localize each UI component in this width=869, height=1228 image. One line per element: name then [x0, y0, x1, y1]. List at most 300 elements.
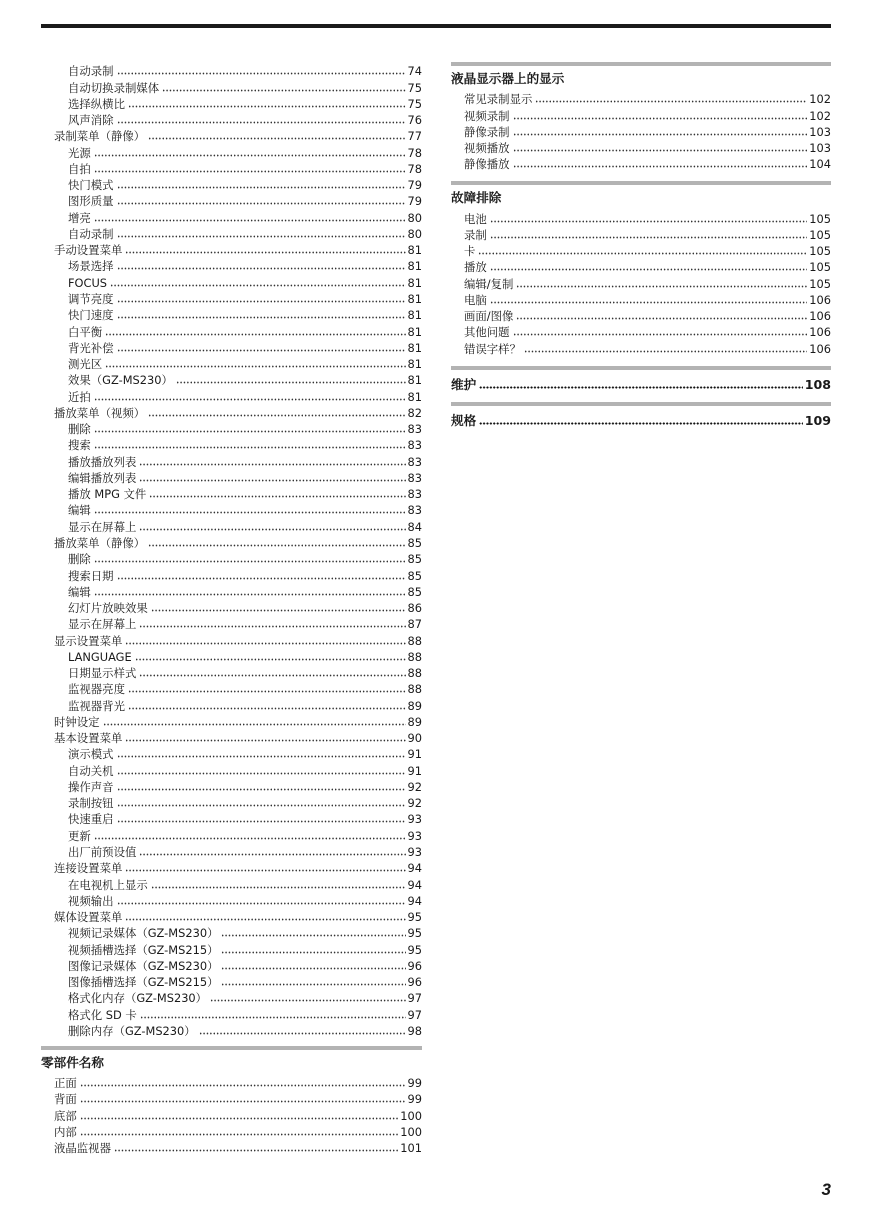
entry-page: 93 — [407, 828, 422, 843]
entry-label: 视频录制 — [464, 108, 510, 123]
toc-entry[interactable] — [451, 258, 831, 274]
toc-entry[interactable] — [41, 95, 422, 111]
entry-label: 删除 — [68, 552, 91, 567]
entry-label: 手动设置菜单 — [54, 243, 123, 258]
toc-entry[interactable] — [41, 1074, 422, 1090]
entry-label: 播放播放列表 — [68, 454, 137, 469]
entry-page: 79 — [407, 178, 422, 193]
dot-leader — [513, 333, 808, 336]
entry-label: 电池 — [464, 211, 487, 226]
dot-leader — [535, 100, 807, 103]
dot-leader — [524, 350, 807, 353]
toc-entry[interactable] — [41, 892, 422, 908]
entry-page: 81 — [407, 389, 422, 404]
toc-entry[interactable] — [41, 973, 422, 989]
entry-page: 108 — [804, 376, 831, 392]
entry-page: 85 — [407, 568, 422, 583]
dot-leader — [117, 820, 406, 823]
parts-section — [41, 1046, 422, 1155]
dot-leader — [140, 1016, 406, 1019]
dot-leader — [148, 137, 405, 140]
dot-leader — [162, 89, 405, 92]
dot-leader — [479, 386, 803, 389]
toc-entry[interactable] — [41, 534, 422, 550]
dot-leader — [176, 381, 406, 384]
toc-entry[interactable] — [41, 859, 422, 875]
toc-entry[interactable] — [41, 940, 422, 956]
dot-leader — [94, 430, 406, 433]
entry-label: 自动关机 — [68, 763, 114, 778]
entry-page: 95 — [407, 926, 422, 941]
entry-label: 显示在屏幕上 — [68, 519, 137, 534]
toc-entry[interactable] — [41, 208, 422, 224]
entry-page: 91 — [407, 763, 422, 778]
entry-page: 85 — [407, 584, 422, 599]
entry-page: 98 — [407, 1023, 422, 1038]
parts-list — [41, 1074, 422, 1155]
entry-page: 83 — [407, 422, 422, 437]
toc-entry[interactable] — [41, 924, 422, 940]
entry-label: 场景选择 — [68, 259, 114, 274]
toc-entry[interactable] — [41, 322, 422, 338]
toc-entry[interactable] — [451, 307, 831, 323]
entry-label: 视频插槽选择（GZ-MS215） — [68, 942, 219, 957]
entry-label: 显示在屏幕上 — [68, 617, 137, 632]
entry-label: 播放菜单（视频） — [54, 405, 146, 420]
entry-page: 95 — [407, 942, 422, 957]
entry-label: 快速重启 — [68, 812, 114, 827]
dot-leader — [490, 268, 807, 271]
entry-label: 编辑 — [68, 584, 91, 599]
dot-leader — [221, 934, 405, 937]
entry-page: 91 — [407, 747, 422, 762]
dot-leader — [125, 918, 405, 921]
entry-label: 播放 MPG 文件 — [68, 487, 147, 502]
entry-label: 播放 — [464, 260, 487, 275]
entry-page: 100 — [400, 1108, 422, 1123]
dot-leader — [94, 219, 406, 222]
toc-entry[interactable] — [41, 371, 422, 387]
toc-entry[interactable] — [451, 274, 831, 290]
entry-page: 88 — [407, 649, 422, 664]
entry-label: 编辑/复制 — [464, 276, 514, 291]
entry-page: 105 — [809, 211, 831, 226]
entry-label: 常见录制显示 — [464, 92, 533, 107]
section-title-parts: 零部件名称 — [41, 1054, 104, 1070]
toc-entry[interactable] — [451, 209, 831, 225]
dot-leader — [117, 316, 406, 319]
entry-page: 109 — [804, 412, 831, 428]
entry-page: 97 — [407, 1007, 422, 1022]
toc-entry[interactable] — [41, 745, 422, 761]
toc-entry[interactable] — [41, 62, 422, 78]
entry-label: 静像录制 — [464, 124, 510, 139]
dot-leader — [125, 642, 405, 645]
dot-leader — [103, 723, 406, 726]
entry-label: 搜索 — [68, 438, 91, 453]
dot-leader — [117, 235, 406, 238]
entry-page: 85 — [407, 535, 422, 550]
entry-page: 102 — [809, 92, 831, 107]
entry-page: 78 — [407, 161, 422, 176]
entry-label: 液晶监视器 — [54, 1141, 111, 1156]
entry-page: 78 — [407, 145, 422, 160]
toc-entry[interactable] — [41, 908, 422, 924]
toc-entry[interactable] — [41, 875, 422, 891]
dot-leader — [139, 853, 405, 856]
entry-page: 85 — [407, 552, 422, 567]
dot-leader — [148, 544, 405, 547]
entry-label: 自拍 — [68, 161, 91, 176]
trouble-section — [451, 181, 831, 355]
toc-entry[interactable] — [41, 615, 422, 631]
dot-leader — [490, 220, 807, 223]
entry-label: 演示模式 — [68, 747, 114, 762]
entry-label: 快门模式 — [68, 178, 114, 193]
top-rule — [41, 24, 831, 28]
toc-entry[interactable] — [41, 550, 422, 566]
toc-entry[interactable] — [41, 843, 422, 859]
specs-section — [451, 402, 831, 428]
toc-entry[interactable] — [41, 761, 422, 777]
trouble-list — [451, 209, 831, 355]
toc-entry[interactable] — [41, 111, 422, 127]
entry-page: 82 — [407, 405, 422, 420]
page-number: 3 — [821, 1180, 831, 1199]
entry-page: 103 — [809, 141, 831, 156]
dot-leader — [117, 788, 406, 791]
section-title-trouble: 故障排除 — [451, 190, 502, 206]
entry-page: 94 — [407, 877, 422, 892]
entry-page: 74 — [407, 64, 422, 79]
dot-leader — [94, 446, 406, 449]
entry-label: 格式化 SD 卡 — [68, 1007, 137, 1022]
toc-entry[interactable] — [41, 989, 422, 1005]
dot-leader — [221, 967, 405, 970]
entry-page: 81 — [407, 259, 422, 274]
entry-label: 幻灯片放映效果 — [68, 601, 148, 616]
toc-entry[interactable] — [41, 404, 422, 420]
dot-leader — [117, 902, 406, 905]
dot-leader — [125, 869, 405, 872]
entry-page: 80 — [407, 210, 422, 225]
dot-leader — [117, 72, 406, 75]
toc-entry[interactable] — [41, 290, 422, 306]
toc-entry[interactable] — [451, 339, 831, 355]
entry-page: 77 — [407, 129, 422, 144]
entry-page: 90 — [407, 731, 422, 746]
entry-page: 83 — [407, 454, 422, 469]
entry-label: 录制 — [464, 227, 487, 242]
entry-page: 105 — [809, 276, 831, 291]
toc-left-list — [41, 62, 422, 1038]
entry-label: 录制按钮 — [68, 796, 114, 811]
dot-leader — [490, 236, 807, 239]
toc-entry[interactable] — [451, 155, 831, 171]
dot-leader — [139, 674, 405, 677]
toc-entry[interactable] — [41, 339, 422, 355]
entry-label: 更新 — [68, 828, 91, 843]
entry-page: 92 — [407, 779, 422, 794]
dot-leader — [105, 365, 405, 368]
entry-label: 录制菜单（静像） — [54, 129, 146, 144]
toc-entry[interactable] — [451, 242, 831, 258]
lcd-list — [451, 90, 831, 171]
toc-entry[interactable] — [451, 226, 831, 242]
dot-leader — [139, 463, 405, 466]
toc-entry[interactable] — [41, 696, 422, 712]
dot-leader — [513, 117, 808, 120]
entry-page: 81 — [407, 373, 422, 388]
entry-page: 94 — [407, 861, 422, 876]
entry-page: 105 — [809, 260, 831, 275]
entry-label: 出厂前预设值 — [68, 845, 137, 860]
entry-page: 106 — [809, 292, 831, 307]
entry-page: 92 — [407, 796, 422, 811]
entry-label: FOCUS — [68, 275, 108, 290]
toc-entry[interactable] — [41, 583, 422, 599]
entry-page: 83 — [407, 503, 422, 518]
entry-page: 84 — [407, 519, 422, 534]
toc-entry[interactable] — [41, 469, 422, 485]
toc-entry[interactable] — [41, 1139, 422, 1155]
entry-label: 自动切换录制媒体 — [68, 80, 160, 95]
toc-entry[interactable] — [41, 664, 422, 680]
dot-leader — [151, 609, 406, 612]
toc-entry[interactable] — [451, 291, 831, 307]
toc-entry[interactable] — [41, 273, 422, 289]
entry-page: 103 — [809, 124, 831, 139]
entry-label: 底部 — [54, 1108, 77, 1123]
dot-leader — [516, 317, 807, 320]
dot-leader — [139, 479, 405, 482]
dot-leader — [117, 202, 406, 205]
entry-page: 99 — [407, 1092, 422, 1107]
toc-entry[interactable] — [41, 192, 422, 208]
entry-label: 错误字样？ — [464, 341, 521, 356]
dot-leader — [117, 577, 406, 580]
entry-page: 94 — [407, 893, 422, 908]
entry-label: 调节亮度 — [68, 291, 114, 306]
entry-label: 搜索日期 — [68, 568, 114, 583]
toc-entry[interactable] — [41, 826, 422, 842]
entry-page: 100 — [400, 1125, 422, 1139]
entry-page: 88 — [407, 666, 422, 681]
dot-leader — [117, 186, 406, 189]
entry-label: 背面 — [54, 1092, 77, 1107]
dot-leader — [139, 625, 405, 628]
toc-entry[interactable] — [41, 713, 422, 729]
entry-label: 自动录制 — [68, 64, 114, 79]
entry-page: 105 — [809, 244, 831, 259]
entry-label: 静像播放 — [464, 157, 510, 172]
section-title-lcd: 液晶显示器上的显示 — [451, 71, 565, 86]
toc-entry[interactable] — [451, 123, 831, 139]
toc-entry[interactable] — [41, 1005, 422, 1021]
entry-label: 快门速度 — [68, 308, 114, 323]
entry-page: 96 — [407, 975, 422, 990]
entry-page: 105 — [809, 227, 831, 242]
entry-label: 风声消除 — [68, 113, 114, 128]
toc-entry[interactable] — [41, 78, 422, 94]
toc-entry[interactable] — [451, 106, 831, 122]
dot-leader — [94, 398, 406, 401]
toc-entry[interactable] — [41, 127, 422, 143]
toc-entry[interactable] — [41, 420, 422, 436]
toc-entry[interactable] — [451, 323, 831, 339]
entry-label: 删除 — [68, 422, 91, 437]
entry-page: 83 — [407, 487, 422, 502]
toc-entry[interactable] — [41, 778, 422, 794]
toc-entry[interactable] — [41, 566, 422, 582]
entry-label: 光源 — [68, 145, 91, 160]
toc-entry[interactable] — [41, 1123, 422, 1139]
dot-leader — [479, 422, 803, 425]
dot-leader — [80, 1133, 398, 1136]
entry-page: 106 — [809, 341, 831, 356]
toc-entry[interactable] — [41, 387, 422, 403]
dot-leader — [94, 170, 406, 173]
entry-label: 格式化内存（GZ-MS230） — [68, 991, 208, 1006]
entry-page: 87 — [407, 617, 422, 632]
entry-page: 89 — [407, 698, 422, 713]
dot-leader — [94, 560, 406, 563]
entry-label: 图像记录媒体（GZ-MS230） — [68, 958, 219, 973]
toc-entry[interactable] — [41, 176, 422, 192]
entry-page: 89 — [407, 714, 422, 729]
toc-entry[interactable] — [41, 225, 422, 241]
entry-label: 增亮 — [68, 210, 91, 225]
dot-leader — [105, 333, 405, 336]
entry-page: 75 — [407, 80, 422, 95]
toc-entry[interactable] — [41, 648, 422, 664]
entry-label: 背光补偿 — [68, 340, 114, 355]
toc-entry[interactable] — [451, 139, 831, 155]
toc-entry[interactable] — [41, 810, 422, 826]
entry-page: 83 — [407, 470, 422, 485]
toc-entry[interactable] — [41, 1106, 422, 1122]
toc-entry[interactable] — [41, 729, 422, 745]
toc-entry[interactable] — [41, 957, 422, 973]
toc-entry[interactable] — [41, 241, 422, 257]
dot-leader — [114, 1149, 398, 1152]
toc-entry[interactable] — [41, 1022, 422, 1038]
toc-entry[interactable] — [41, 599, 422, 615]
entry-page: 102 — [809, 108, 831, 123]
dot-leader — [199, 1032, 406, 1035]
entry-label: 图形质量 — [68, 194, 114, 209]
toc-entry-specs[interactable] — [451, 406, 831, 428]
entry-page: 88 — [407, 633, 422, 648]
entry-label: 日期显示样式 — [68, 666, 137, 681]
toc-entry[interactable] — [41, 631, 422, 647]
dot-leader — [94, 593, 406, 596]
toc-entry[interactable] — [41, 794, 422, 810]
toc-entry[interactable] — [41, 257, 422, 273]
entry-label: 效果（GZ-MS230） — [68, 373, 173, 388]
dot-leader — [80, 1117, 398, 1120]
toc-entry[interactable] — [451, 90, 831, 106]
entry-label: 维护 — [451, 376, 477, 392]
entry-label: 媒体设置菜单 — [54, 910, 123, 925]
entry-label: 视频播放 — [464, 141, 510, 156]
dot-leader — [513, 133, 808, 136]
toc-right-column — [451, 62, 831, 428]
entry-label: LANGUAGE — [68, 649, 132, 664]
toc-entry[interactable] — [41, 436, 422, 452]
entry-label: 监视器亮度 — [68, 682, 125, 697]
entry-label: 视频记录媒体（GZ-MS230） — [68, 926, 219, 941]
dot-leader — [513, 149, 808, 152]
toc-entry[interactable] — [41, 306, 422, 322]
toc-entry[interactable] — [41, 143, 422, 159]
dot-leader — [149, 495, 405, 498]
entry-label: 监视器背光 — [68, 698, 125, 713]
toc-entry[interactable] — [41, 501, 422, 517]
entry-page: 79 — [407, 194, 422, 209]
entry-label: 编辑播放列表 — [68, 470, 137, 485]
dot-leader — [80, 1084, 406, 1087]
entry-page: 76 — [407, 113, 422, 128]
toc-entry[interactable] — [41, 485, 422, 501]
toc-entry[interactable] — [41, 452, 422, 468]
entry-label: 时钟设定 — [54, 714, 100, 729]
lcd-section — [451, 62, 831, 171]
entry-label: 在电视机上显示 — [68, 877, 148, 892]
dot-leader — [125, 251, 405, 254]
toc-entry[interactable] — [41, 160, 422, 176]
entry-label: 编辑 — [68, 503, 91, 518]
entry-page: 101 — [400, 1141, 422, 1156]
entry-label: 视频输出 — [68, 893, 114, 908]
dot-leader — [117, 755, 406, 758]
dot-leader — [135, 658, 406, 661]
entry-page: 106 — [809, 309, 831, 324]
dot-leader — [125, 739, 405, 742]
toc-entry-maintenance[interactable] — [451, 370, 831, 392]
entry-label: 正面 — [54, 1076, 77, 1091]
entry-page: 81 — [407, 324, 422, 339]
dot-leader — [117, 267, 406, 270]
entry-label: 显示设置菜单 — [54, 633, 123, 648]
dot-leader — [513, 165, 808, 168]
toc-entry[interactable] — [41, 517, 422, 533]
dot-leader — [128, 105, 406, 108]
entry-page: 81 — [407, 340, 422, 355]
toc-entry[interactable] — [41, 680, 422, 696]
entry-page: 93 — [407, 812, 422, 827]
entry-label: 规格 — [451, 412, 477, 428]
toc-entry[interactable] — [41, 1090, 422, 1106]
entry-page: 83 — [407, 438, 422, 453]
dot-leader — [221, 983, 405, 986]
entry-page: 81 — [407, 291, 422, 306]
entry-label: 播放菜单（静像） — [54, 535, 146, 550]
dot-leader — [94, 837, 406, 840]
dot-leader — [117, 349, 406, 352]
dot-leader — [94, 154, 406, 157]
entry-label: 自动录制 — [68, 226, 114, 241]
dot-leader — [117, 804, 406, 807]
toc-entry[interactable] — [41, 355, 422, 371]
entry-label: 基本设置菜单 — [54, 731, 123, 746]
dot-leader — [117, 121, 406, 124]
dot-leader — [139, 528, 405, 531]
entry-label: 电脑 — [464, 292, 487, 307]
entry-page: 81 — [407, 275, 422, 290]
dot-leader — [210, 999, 405, 1002]
entry-label: 测光区 — [68, 357, 103, 372]
